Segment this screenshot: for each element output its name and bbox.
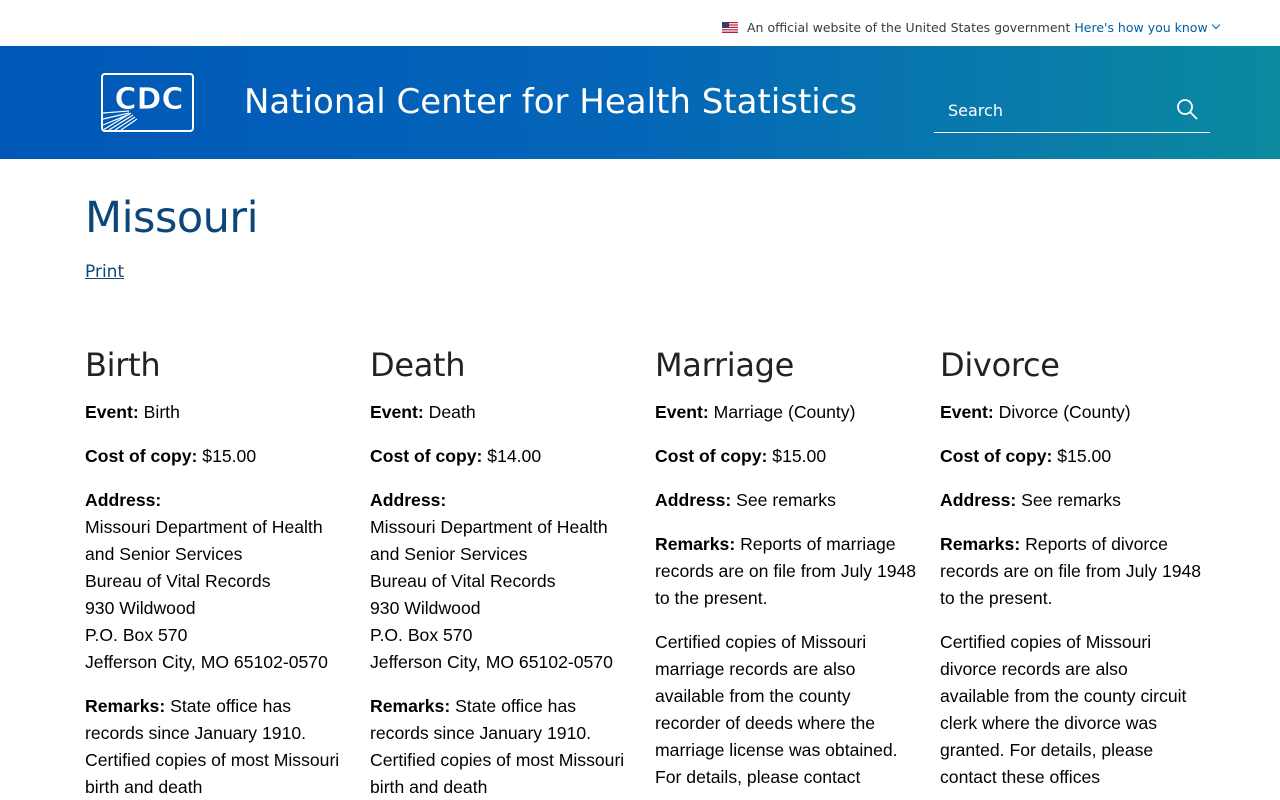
event-value: Death: [428, 402, 476, 422]
column-heading: Death: [370, 346, 466, 384]
cost-label: Cost of copy:: [655, 446, 768, 466]
address-label: Address:: [655, 490, 732, 510]
gov-banner: [0, 0, 1280, 46]
address-line: Jefferson City, MO 65102-0570: [85, 652, 328, 672]
death-column: [370, 345, 632, 800]
remarks-label: Remarks:: [85, 696, 166, 716]
address-row: [655, 487, 917, 514]
page-title: Missouri: [85, 193, 259, 243]
remarks-text: State office has records since January 1910. Certified copies of most Missouri birth and death: [370, 696, 625, 797]
cdc-logo[interactable]: [101, 73, 194, 132]
event-label: Event:: [370, 402, 424, 422]
cost-row: [370, 443, 632, 470]
cost-label: Cost of copy:: [370, 446, 483, 466]
address-label: Address:: [85, 490, 162, 510]
site-header: [0, 46, 1280, 159]
remarks-label: Remarks:: [370, 696, 451, 716]
cost-value: $15.00: [772, 446, 827, 466]
cost-value: $14.00: [487, 446, 542, 466]
cost-value: $15.00: [202, 446, 257, 466]
search-box: [934, 86, 1210, 133]
column-heading: Birth: [85, 346, 161, 384]
event-value: Birth: [143, 402, 180, 422]
address-line: Bureau of Vital Records: [370, 571, 556, 591]
event-row: [85, 399, 347, 426]
remarks-row: [655, 531, 917, 612]
cost-row: [940, 443, 1202, 470]
remarks-row: [940, 531, 1202, 612]
cost-row: [655, 443, 917, 470]
event-value: Marriage (County): [713, 402, 856, 422]
address-line: Missouri Department of Health: [370, 517, 608, 537]
event-label: Event:: [655, 402, 709, 422]
remarks-extra-text: Certified copies of Missouri marriage records are also available from the county recorder of deeds where the marriage license was obtained. For details, please contact: [655, 632, 898, 787]
address-label: Address:: [370, 490, 447, 510]
cost-label: Cost of copy:: [940, 446, 1053, 466]
column-heading: Marriage: [655, 346, 795, 384]
address-line: P.O. Box 570: [370, 625, 473, 645]
remarks-text: State office has records since January 1910. Certified copies of most Missouri birth and death: [85, 696, 340, 797]
address-line: 930 Wildwood: [370, 598, 481, 618]
column-heading: Divorce: [940, 346, 1060, 384]
how-you-know-label[interactable]: Here's how you know: [1074, 19, 1208, 35]
event-row: [370, 399, 632, 426]
search-icon[interactable]: [1175, 97, 1199, 121]
address-label: Address:: [940, 490, 1017, 510]
birth-column: [85, 345, 347, 800]
address-line: P.O. Box 570: [85, 625, 188, 645]
search-input[interactable]: [948, 96, 1158, 124]
marriage-column: [655, 345, 917, 791]
print-link[interactable]: Print: [85, 262, 125, 282]
address-value: See remarks: [1021, 490, 1121, 510]
divorce-column: [940, 345, 1202, 791]
cdc-logo-text: CDC: [114, 82, 184, 117]
remarks-text: Reports of marriage records are on file from July 1948 to the present.: [655, 534, 917, 608]
how-you-know-link[interactable]: [1074, 20, 1218, 35]
address-line: Bureau of Vital Records: [85, 571, 271, 591]
event-label: Event:: [940, 402, 994, 422]
event-value: Divorce (County): [998, 402, 1131, 422]
remarks-extra-text: Certified copies of Missouri divorce records are also available from the county circuit clerk where the divorce was granted. For details, please contact these offices: [940, 632, 1187, 787]
cost-row: [85, 443, 347, 470]
event-row: [940, 399, 1202, 426]
cost-value: $15.00: [1057, 446, 1112, 466]
address-line: Missouri Department of Health: [85, 517, 323, 537]
address-block: [370, 487, 632, 676]
address-line: and Senior Services: [85, 544, 243, 564]
remarks-text: Reports of divorce records are on file from July 1948 to the present.: [940, 534, 1202, 608]
site-title[interactable]: National Center for Health Statistics: [244, 82, 858, 122]
remarks-row: [85, 693, 347, 800]
gov-banner-content: [722, 19, 1219, 35]
address-line: Jefferson City, MO 65102-0570: [370, 652, 613, 672]
chevron-down-icon[interactable]: [1211, 21, 1219, 29]
remarks-label: Remarks:: [655, 534, 736, 554]
event-label: Event:: [85, 402, 139, 422]
cost-label: Cost of copy:: [85, 446, 198, 466]
address-line: 930 Wildwood: [85, 598, 196, 618]
address-block: [85, 487, 347, 676]
address-row: [940, 487, 1202, 514]
address-line: and Senior Services: [370, 544, 528, 564]
official-site-text: An official website of the United States government: [747, 19, 1071, 35]
address-value: See remarks: [736, 490, 836, 510]
remarks-label: Remarks:: [940, 534, 1021, 554]
remarks-row: [370, 693, 632, 800]
event-row: [655, 399, 917, 426]
us-flag-icon: [722, 22, 738, 33]
